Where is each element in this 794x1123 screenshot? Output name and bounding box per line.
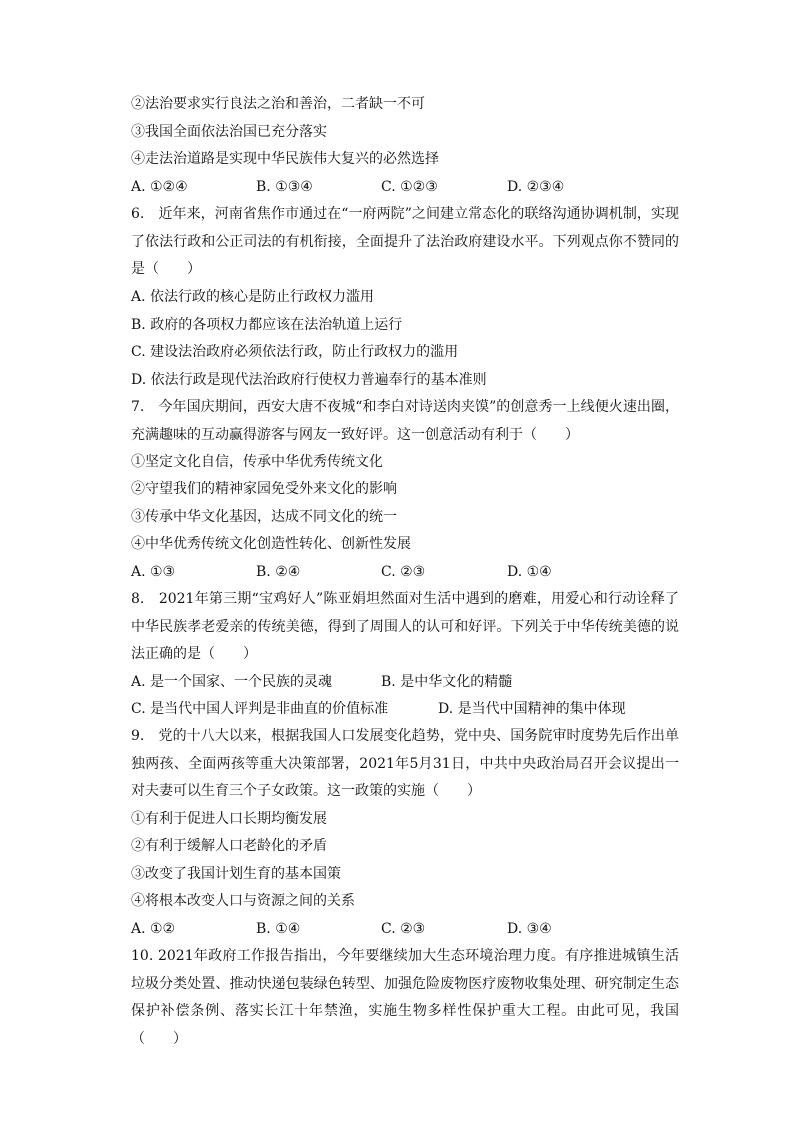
q9-statement-2: ②有利于缓解人口老龄化的矛盾 [131,838,327,854]
q5-option-d[interactable]: D. ②③④ [507,179,565,195]
q9-option-d[interactable]: D. ③④ [507,921,552,937]
q5-option-a[interactable]: A. ①②④ [131,179,188,195]
q9-option-b[interactable]: B. ①④ [256,921,301,937]
q7-option-d[interactable]: D. ①④ [507,564,552,580]
q5-option-c[interactable]: C. ①②③ [381,179,438,195]
q9-option-a[interactable]: A. ①② [131,921,176,937]
q7-option-a[interactable]: A. ①③ [131,564,176,580]
q6-option-c[interactable]: C. 建设法治政府必须依法行政，防止行政权力的滥用 [131,344,459,360]
q5-statement-4: ④走法治道路是实现中华民族伟大复兴的必然选择 [131,151,439,167]
q7-option-b[interactable]: B. ②④ [256,564,301,580]
q9-statement-3: ③改变了我国计划生育的基本国策 [131,866,341,882]
q8-option-d[interactable]: D. 是当代中国精神的集中体现 [438,701,626,717]
q7-option-c[interactable]: C. ②③ [381,564,426,580]
q8-option-c[interactable]: C. 是当代中国人评判是非曲直的价值标准 [131,701,389,717]
q7-statement-3: ③传承中华文化基因，达成不同文化的统一 [131,509,397,525]
q6-stem: 6. 近年来，河南省焦作市通过在“一府两院”之间建立常态化的联络沟通协调机制，实现了依法行政和公正司法的有机衔接，全面提升了法治政府建设水平。下列观点你不赞同的是（ ） [131,206,679,277]
q7-stem: 7. 今年国庆期间，西安大唐不夜城“和李白对诗送肉夹馍”的创意秀一上线便火速出圈，充满趣味的互动赢得游客与网友一致好评。这一创意活动有利于（ ） [131,399,679,443]
q9-statement-4: ④将根本改变人口与资源之间的关系 [131,893,355,909]
q8-stem: 8. 2021年第三期“宝鸡好人”陈亚娟坦然面对生活中遇到的磨难，用爱心和行动诠释了中华民族孝老爱亲的传统美德，得到了周围人的认可和好评。下列关于中华传统美德的说法正确的是（ ） [131,591,679,662]
q6-option-d[interactable]: D. 依法行政是现代法治政府行使权力普遍奉行的基本准则 [131,372,487,388]
q6-option-b[interactable]: B. 政府的各项权力都应该在法治轨道上运行 [131,317,403,333]
q5-statement-3: ③我国全面依法治国已充分落实 [131,124,327,140]
q5-statement-2: ②法治要求实行良法之治和善治，二者缺一不可 [131,96,425,112]
q10-stem: 10. 2021年政府工作报告指出，今年要继续加大生态环境治理力度。有序推进城镇生活垃圾分类处置、推动快递包装绿色转型、加强危险废物医疗废物收集处理、研究制定生态保护补偿条例、落实长江十年禁渔，实施生物多样性保护重大工程。由此可见，我国（ ） [131,948,679,1047]
q7-statement-2: ②守望我们的精神家园免受外来文化的影响 [131,481,397,497]
q5-option-b[interactable]: B. ①③④ [256,179,313,195]
q6-option-a[interactable]: A. 依法行政的核心是防止行政权力滥用 [131,289,375,305]
q9-stem: 9. 党的十八大以来，根据我国人口发展变化趋势，党中央、国务院审时度势先后作出单独两孩、全面两孩等重大决策部署，2021年5月31日，中共中央政治局召开会议提出一对夫妻可以生育三个子女政策。这一政策的实施（ ） [131,728,679,799]
q8-option-b[interactable]: B. 是中华文化的精髓 [381,674,513,690]
q7-statement-1: ①坚定文化自信，传承中华优秀传统文化 [131,454,383,470]
q9-option-c[interactable]: C. ②③ [381,921,426,937]
q9-statement-1: ①有利于促进人口长期均衡发展 [131,811,327,827]
q8-option-a[interactable]: A. 是一个国家、一个民族的灵魂 [131,674,333,690]
q7-statement-4: ④中华优秀传统文化创造性转化、创新性发展 [131,536,411,552]
